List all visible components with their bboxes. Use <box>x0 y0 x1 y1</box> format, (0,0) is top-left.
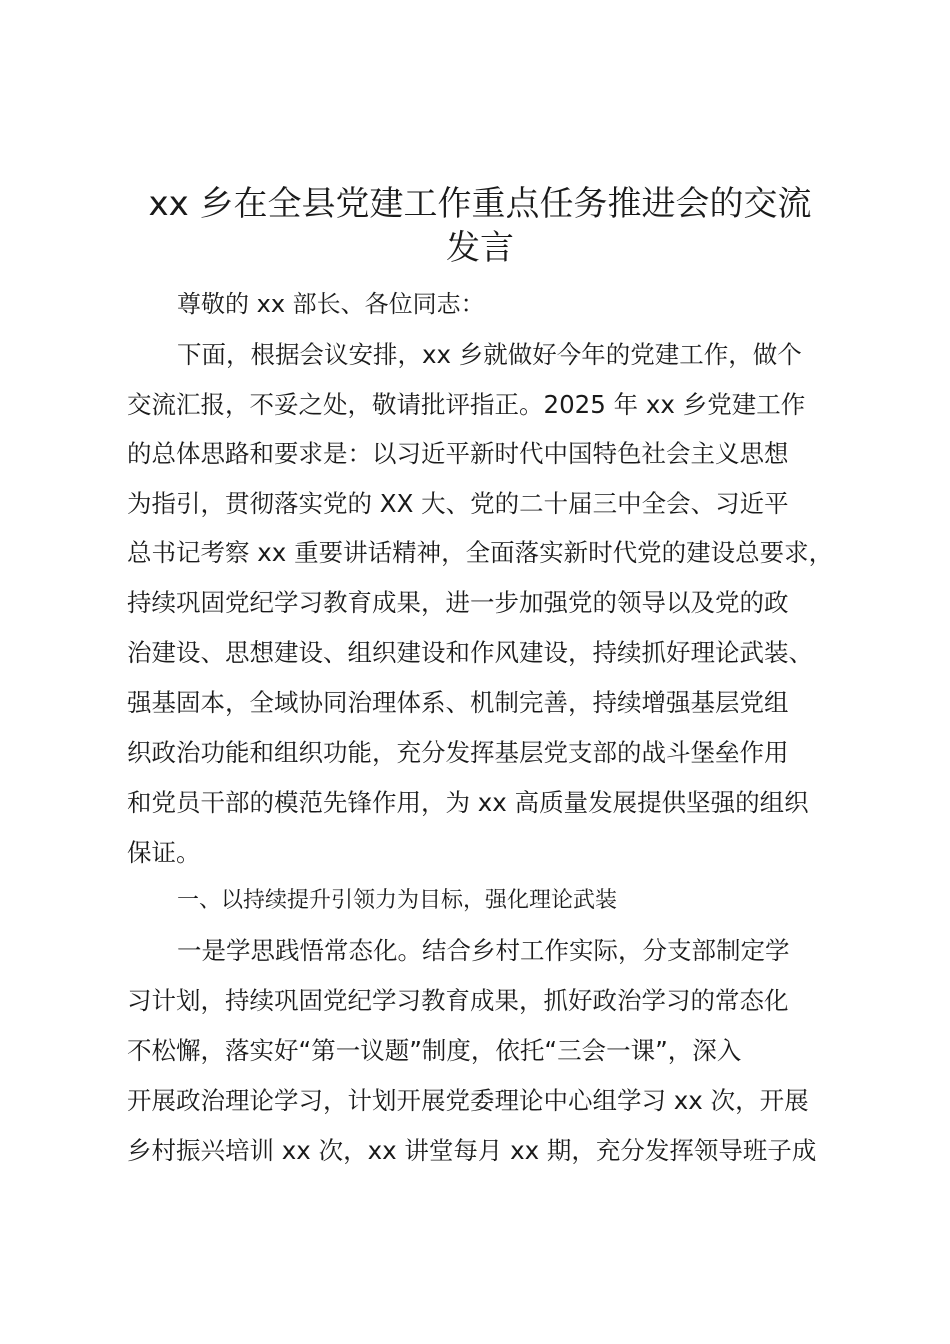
paragraph-line: 持续巩固党纪学习教育成果，进一步加强党的领导以及党的政 <box>127 588 789 617</box>
paragraph-line: 一是学思践悟常态化。结合乡村工作实际，分支部制定学 <box>177 936 790 965</box>
paragraph-line: 下面，根据会议安排，xx 乡就做好今年的党建工作，做个 <box>177 340 802 369</box>
paragraph-line: 为指引，贯彻落实党的 XX 大、党的二十届三中全会、习近平 <box>127 489 789 518</box>
paragraph-line: 保证。 <box>127 838 201 867</box>
document-title <box>110 182 850 270</box>
paragraph-line: 强基固本，全域协同治理体系、机制完善，持续增强基层党组 <box>127 688 789 717</box>
section-heading: 一、以持续提升引领力为目标，强化理论武装 <box>177 888 618 913</box>
paragraph-line: 交流汇报，不妥之处，敬请批评指正。2025 年 xx 乡党建工作 <box>127 390 806 419</box>
title-line-1: xx 乡在全县党建工作重点任务推进会的交流 <box>148 184 812 224</box>
title-line-2: 发言 <box>446 228 514 268</box>
salutation: 尊敬的 xx 部长、各位同志： <box>177 290 485 318</box>
paragraph-line: 乡村振兴培训 xx 次，xx 讲堂每月 xx 期，充分发挥领导班子成 <box>127 1136 817 1165</box>
paragraph-line: 总书记考察 xx 重要讲话精神，全面落实新时代党的建设总要求， <box>127 538 834 567</box>
paragraph-line: 的总体思路和要求是：以习近平新时代中国特色社会主义思想 <box>127 439 789 468</box>
paragraph-line: 治建设、思想建设、组织建设和作风建设，持续抓好理论武装、 <box>127 638 813 667</box>
paragraph-line: 织政治功能和组织功能，充分发挥基层党支部的战斗堡垒作用 <box>127 738 789 767</box>
paragraph-line: 不松懈，落实好“第一议题”制度，依托“三会一课”，深入 <box>127 1036 742 1065</box>
paragraph-line: 开展政治理论学习，计划开展党委理论中心组学习 xx 次，开展 <box>127 1086 809 1115</box>
paragraph-line: 习计划，持续巩固党纪学习教育成果，抓好政治学习的常态化 <box>127 986 789 1015</box>
paragraph-line: 和党员干部的模范先锋作用，为 xx 高质量发展提供坚强的组织 <box>127 788 809 817</box>
